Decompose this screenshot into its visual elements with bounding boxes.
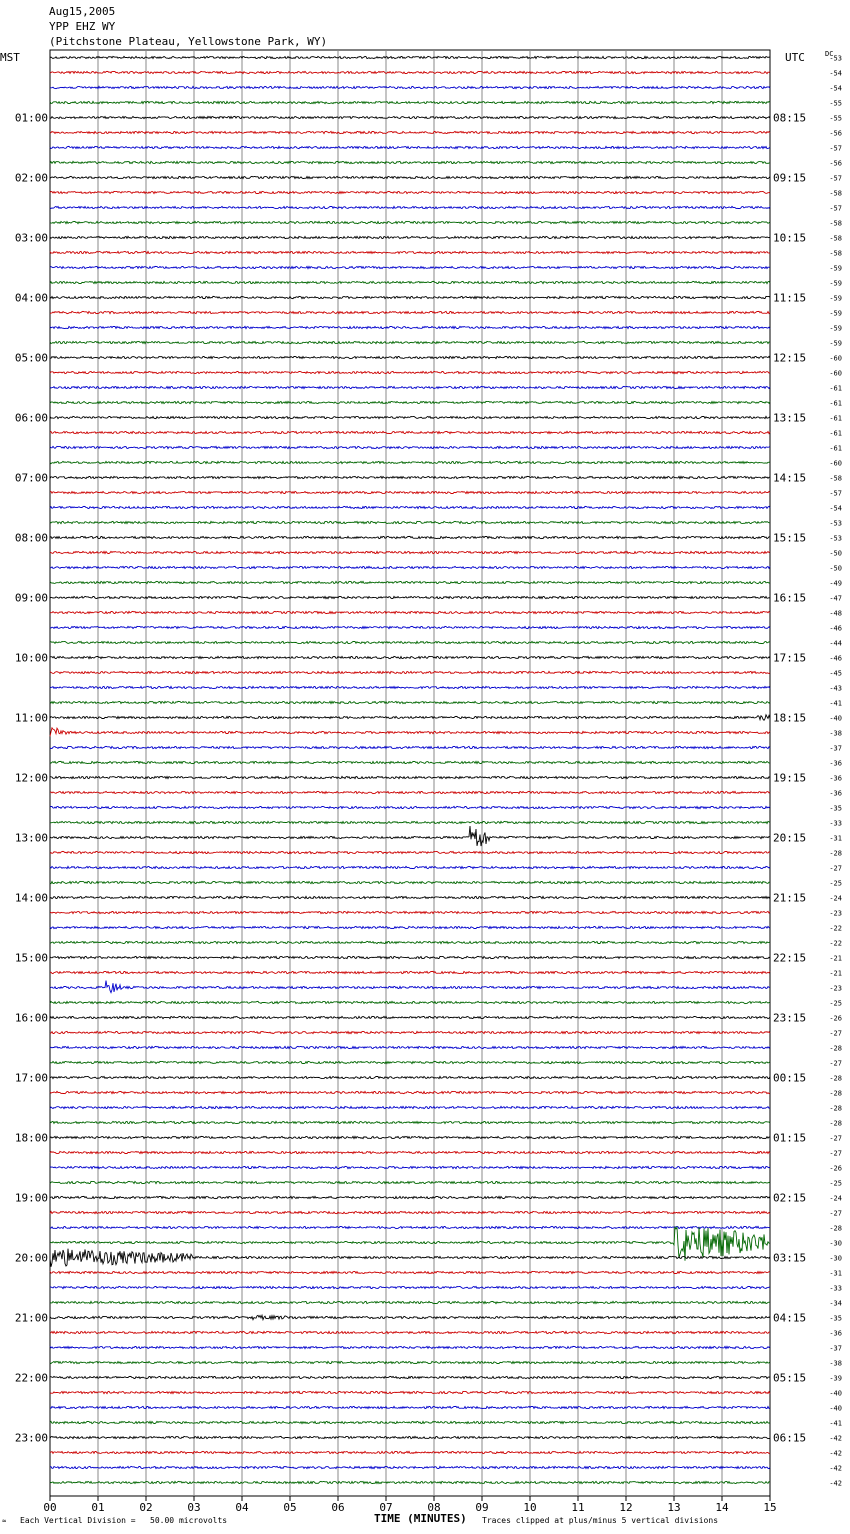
dc-offset-label: -34	[829, 1299, 842, 1308]
mst-hour-label: 01:00	[14, 111, 48, 125]
dc-offset-label: -42	[829, 1479, 842, 1488]
dc-offset-label: -59	[829, 294, 842, 303]
mst-hour-label: 11:00	[14, 711, 48, 725]
trace-line	[50, 236, 770, 238]
utc-hour-label: 06:15	[773, 1431, 807, 1445]
trace-line	[50, 446, 770, 448]
dc-offset-label: -36	[829, 789, 842, 798]
dc-offset-label: -60	[829, 354, 842, 363]
x-tick-label: 00	[43, 1501, 57, 1514]
trace-line	[50, 1061, 770, 1063]
mst-hour-label: 03:00	[14, 231, 48, 245]
dc-offset-label: -50	[829, 564, 842, 573]
trace-line	[50, 1249, 770, 1267]
dc-offset-label: -57	[829, 489, 842, 498]
trace-line	[50, 71, 770, 73]
dc-offset-label: -61	[829, 399, 842, 408]
trace-line	[50, 1346, 770, 1348]
dc-axis-label: DC	[825, 50, 834, 58]
mst-hour-label: 13:00	[14, 831, 48, 845]
dc-offset-label: -59	[829, 309, 842, 318]
trace-line	[50, 1226, 770, 1228]
dc-offset-label: -46	[829, 624, 842, 633]
utc-hour-label: 10:15	[773, 231, 807, 245]
trace-line	[50, 776, 770, 778]
trace-line	[50, 641, 770, 643]
station-label: YPP EHZ WY	[49, 20, 116, 33]
trace-line	[50, 656, 770, 658]
trace-line	[50, 1121, 770, 1123]
dc-offset-label: -54	[829, 69, 842, 78]
dc-offset-label: -21	[829, 954, 842, 963]
dc-offset-label: -30	[829, 1254, 842, 1263]
trace-line	[50, 881, 770, 883]
dc-offset-label: -40	[829, 1404, 842, 1413]
trace-line	[50, 1436, 770, 1438]
dc-offset-label: -57	[829, 174, 842, 183]
mst-hour-label: 12:00	[14, 771, 48, 785]
utc-hour-label: 11:15	[773, 291, 807, 305]
x-tick-label: 07	[379, 1501, 393, 1514]
mst-hour-label: 19:00	[14, 1191, 48, 1205]
trace-line	[50, 281, 770, 283]
utc-hour-label: 05:15	[773, 1371, 807, 1385]
trace-line	[50, 416, 770, 418]
trace-line	[50, 611, 770, 613]
mst-hour-label: 02:00	[14, 171, 48, 185]
dc-offset-label: -35	[829, 804, 842, 813]
trace-line	[50, 1046, 770, 1048]
trace-line	[50, 56, 770, 58]
dc-offset-label: -22	[829, 924, 842, 933]
dc-offset-label: -54	[829, 84, 842, 93]
trace-line	[50, 551, 770, 553]
dc-offset-label: -60	[829, 369, 842, 378]
mst-hour-label: 20:00	[14, 1251, 48, 1265]
x-tick-label: 15	[763, 1501, 777, 1514]
x-tick-label: 11	[571, 1501, 585, 1514]
dc-offset-label: -59	[829, 264, 842, 273]
x-tick-label: 08	[427, 1501, 441, 1514]
trace-line	[50, 1031, 770, 1033]
trace-line	[50, 728, 770, 737]
mst-hour-label: 23:00	[14, 1431, 48, 1445]
mst-axis-label: MST	[0, 51, 20, 64]
trace-line	[50, 761, 770, 763]
trace-line	[50, 491, 770, 493]
trace-line	[50, 1315, 770, 1319]
dc-offset-label: -41	[829, 1419, 842, 1428]
dc-offset-label: -28	[829, 849, 842, 858]
trace-line	[50, 1166, 770, 1168]
dc-offset-label: -60	[829, 459, 842, 468]
utc-hour-label: 14:15	[773, 471, 807, 485]
trace-line	[50, 1331, 770, 1333]
trace-line	[50, 911, 770, 913]
mst-hour-label: 04:00	[14, 291, 48, 305]
mst-hour-label: 14:00	[14, 891, 48, 905]
trace-line	[50, 971, 770, 973]
dc-offset-label: -21	[829, 969, 842, 978]
trace-line	[50, 851, 770, 853]
mst-hour-label: 16:00	[14, 1011, 48, 1025]
dc-offset-label: -31	[829, 1269, 842, 1278]
trace-line	[50, 926, 770, 928]
dc-offset-label: -36	[829, 1329, 842, 1338]
trace-line	[50, 1376, 770, 1378]
trace-line	[50, 566, 770, 568]
mst-hour-label: 22:00	[14, 1371, 48, 1385]
mst-hour-label: 09:00	[14, 591, 48, 605]
dc-offset-label: -27	[829, 1209, 842, 1218]
dc-offset-label: -42	[829, 1434, 842, 1443]
trace-line	[50, 311, 770, 313]
trace-line	[50, 866, 770, 868]
utc-hour-label: 13:15	[773, 411, 807, 425]
utc-hour-label: 02:15	[773, 1191, 807, 1205]
dc-offset-label: -37	[829, 744, 842, 753]
dc-offset-label: -57	[829, 204, 842, 213]
x-tick-label: 02	[139, 1501, 153, 1514]
dc-offset-label: -49	[829, 579, 842, 588]
trace-line	[50, 536, 770, 538]
dc-offset-label: -39	[829, 1374, 842, 1383]
trace-line	[50, 1481, 770, 1483]
trace-line	[50, 1421, 770, 1423]
dc-offset-label: -47	[829, 594, 842, 603]
dc-offset-label: -61	[829, 444, 842, 453]
dc-offset-label: -31	[829, 834, 842, 843]
utc-hour-label: 12:15	[773, 351, 807, 365]
trace-line	[50, 1271, 770, 1273]
dc-offset-label: -30	[829, 1239, 842, 1248]
dc-offset-label: -58	[829, 219, 842, 228]
trace-line	[50, 1211, 770, 1213]
trace-line	[50, 956, 770, 958]
trace-line	[50, 701, 770, 703]
dc-offset-label: -23	[829, 909, 842, 918]
trace-line	[50, 206, 770, 208]
dc-offset-label: -59	[829, 339, 842, 348]
utc-hour-label: 08:15	[773, 111, 807, 125]
x-tick-label: 13	[667, 1501, 681, 1514]
dc-offset-label: -53	[829, 534, 842, 543]
trace-line	[50, 191, 770, 193]
trace-line	[50, 1406, 770, 1408]
dc-offset-label: -28	[829, 1119, 842, 1128]
utc-hour-label: 21:15	[773, 891, 807, 905]
utc-hour-label: 17:15	[773, 651, 807, 665]
trace-line	[50, 101, 770, 103]
trace-line	[50, 401, 770, 403]
dc-offset-label: -41	[829, 699, 842, 708]
dc-offset-label: -27	[829, 864, 842, 873]
trace-line	[50, 116, 770, 118]
trace-line	[50, 981, 770, 993]
trace-line	[50, 431, 770, 433]
mst-hour-label: 08:00	[14, 531, 48, 545]
trace-line	[50, 1106, 770, 1108]
dc-offset-label: -28	[829, 1074, 842, 1083]
dc-offset-label: -57	[829, 144, 842, 153]
trace-line	[50, 506, 770, 508]
dc-offset-label: -26	[829, 1014, 842, 1023]
dc-offset-label: -26	[829, 1164, 842, 1173]
mst-hour-label: 07:00	[14, 471, 48, 485]
utc-hour-label: 20:15	[773, 831, 807, 845]
dc-offset-label: -28	[829, 1104, 842, 1113]
trace-line	[50, 1196, 770, 1198]
dc-offset-label: -36	[829, 759, 842, 768]
dc-offset-label: -55	[829, 114, 842, 123]
trace-line	[50, 326, 770, 328]
utc-hour-label: 00:15	[773, 1071, 807, 1085]
utc-hour-label: 16:15	[773, 591, 807, 605]
x-axis-title: TIME (MINUTES)	[374, 1512, 467, 1525]
trace-line	[50, 1076, 770, 1078]
trace-line	[50, 581, 770, 583]
trace-line	[50, 715, 770, 721]
mst-hour-label: 06:00	[14, 411, 48, 425]
trace-line	[50, 1091, 770, 1093]
dc-offset-label: -46	[829, 654, 842, 663]
dc-offset-label: -61	[829, 384, 842, 393]
x-tick-label: 10	[523, 1501, 537, 1514]
dc-offset-label: -38	[829, 1359, 842, 1368]
dc-offset-label: -25	[829, 1179, 842, 1188]
dc-offset-label: -48	[829, 609, 842, 618]
dc-offset-label: -58	[829, 474, 842, 483]
dc-offset-label: -42	[829, 1464, 842, 1473]
dc-offset-label: -56	[829, 129, 842, 138]
trace-line	[50, 356, 770, 358]
trace-line	[50, 1286, 770, 1288]
mst-hour-label: 21:00	[14, 1311, 48, 1325]
utc-hour-label: 09:15	[773, 171, 807, 185]
mst-hour-label: 05:00	[14, 351, 48, 365]
dc-offset-label: -25	[829, 879, 842, 888]
corner-mark: ≈	[2, 1517, 7, 1525]
x-tick-label: 12	[619, 1501, 633, 1514]
dc-offset-label: -58	[829, 234, 842, 243]
trace-line	[50, 1466, 770, 1468]
dc-offset-label: -61	[829, 414, 842, 423]
trace-line	[50, 146, 770, 148]
dc-offset-label: -42	[829, 1449, 842, 1458]
trace-line	[50, 941, 770, 943]
trace-line	[50, 476, 770, 478]
dc-offset-label: -27	[829, 1134, 842, 1143]
x-tick-label: 06	[331, 1501, 345, 1514]
trace-line	[50, 461, 770, 463]
trace-line	[50, 221, 770, 223]
trace-line	[50, 86, 770, 88]
trace-line	[50, 626, 770, 628]
dc-offset-label: -45	[829, 669, 842, 678]
utc-hour-label: 03:15	[773, 1251, 807, 1265]
dc-offset-label: -37	[829, 1344, 842, 1353]
dc-offset-label: -58	[829, 249, 842, 258]
dc-offset-label: -40	[829, 714, 842, 723]
location-label: (Pitchstone Plateau, Yellowstone Park, WY)	[49, 35, 328, 48]
trace-line	[50, 1361, 770, 1363]
trace-line	[50, 1451, 770, 1453]
utc-hour-label: 22:15	[773, 951, 807, 965]
dc-offset-label: -50	[829, 549, 842, 558]
dc-offset-label: -25	[829, 999, 842, 1008]
dc-offset-label: -54	[829, 504, 842, 513]
trace-line	[50, 251, 770, 253]
utc-hour-label: 23:15	[773, 1011, 807, 1025]
x-tick-label: 14	[715, 1501, 729, 1514]
mst-hour-label: 18:00	[14, 1131, 48, 1145]
trace-line	[50, 596, 770, 598]
x-tick-label: 05	[283, 1501, 297, 1514]
dc-offset-label: -43	[829, 684, 842, 693]
dc-offset-label: -56	[829, 159, 842, 168]
dc-offset-label: -24	[829, 1194, 842, 1203]
utc-axis-label: UTC	[785, 51, 805, 64]
x-tick-label: 04	[235, 1501, 249, 1514]
x-tick-label: 01	[91, 1501, 105, 1514]
date-label: Aug15,2005	[49, 5, 116, 18]
dc-offset-label: -61	[829, 429, 842, 438]
trace-line	[50, 131, 770, 133]
dc-offset-label: -55	[829, 99, 842, 108]
utc-hour-label: 01:15	[773, 1131, 807, 1145]
dc-offset-label: -33	[829, 819, 842, 828]
dc-offset-label: -27	[829, 1029, 842, 1038]
x-tick-label: 03	[187, 1501, 201, 1514]
trace-line	[50, 1001, 770, 1003]
trace-line	[50, 521, 770, 523]
trace-line	[50, 806, 770, 808]
mst-hour-label: 17:00	[14, 1071, 48, 1085]
trace-line	[50, 826, 770, 846]
dc-offset-label: -44	[829, 639, 842, 648]
trace-line	[50, 1151, 770, 1153]
trace-line	[50, 176, 770, 178]
trace-line	[50, 746, 770, 748]
clip-note: Traces clipped at plus/minus 5 vertical divisions	[482, 1516, 719, 1525]
dc-offset-label: -28	[829, 1089, 842, 1098]
trace-line	[50, 1301, 770, 1303]
dc-offset-label: -35	[829, 1314, 842, 1323]
mst-hour-label: 15:00	[14, 951, 48, 965]
dc-offset-label: -38	[829, 729, 842, 738]
trace-line	[50, 161, 770, 163]
trace-line	[50, 896, 770, 898]
dc-offset-label: -53	[829, 54, 842, 63]
dc-offset-label: -33	[829, 1284, 842, 1293]
dc-offset-label: -36	[829, 774, 842, 783]
dc-offset-label: -53	[829, 519, 842, 528]
trace-line	[50, 341, 770, 343]
dc-offset-label: -27	[829, 1059, 842, 1068]
utc-hour-label: 19:15	[773, 771, 807, 785]
scale-note: Each Vertical Division = 50.00 microvolts	[20, 1516, 228, 1525]
trace-line	[50, 671, 770, 673]
utc-hour-label: 18:15	[773, 711, 807, 725]
dc-offset-label: -59	[829, 279, 842, 288]
utc-hour-label: 15:15	[773, 531, 807, 545]
dc-offset-label: -58	[829, 189, 842, 198]
trace-line	[50, 371, 770, 373]
trace-line	[50, 296, 770, 298]
trace-line	[50, 1181, 770, 1183]
mst-hour-label: 10:00	[14, 651, 48, 665]
trace-line	[50, 266, 770, 268]
dc-offset-label: -28	[829, 1044, 842, 1053]
x-tick-label: 09	[475, 1501, 489, 1514]
trace-line	[50, 821, 770, 823]
dc-offset-label: -23	[829, 984, 842, 993]
dc-offset-label: -40	[829, 1389, 842, 1398]
trace-line	[50, 1391, 770, 1393]
dc-offset-label: -59	[829, 324, 842, 333]
dc-offset-label: -28	[829, 1224, 842, 1233]
utc-hour-label: 04:15	[773, 1311, 807, 1325]
dc-offset-label: -22	[829, 939, 842, 948]
trace-line	[50, 791, 770, 793]
trace-line	[50, 686, 770, 688]
trace-line	[50, 386, 770, 388]
dc-offset-label: -27	[829, 1149, 842, 1158]
dc-offset-label: -24	[829, 894, 842, 903]
trace-line	[50, 1016, 770, 1018]
trace-line	[50, 1136, 770, 1138]
